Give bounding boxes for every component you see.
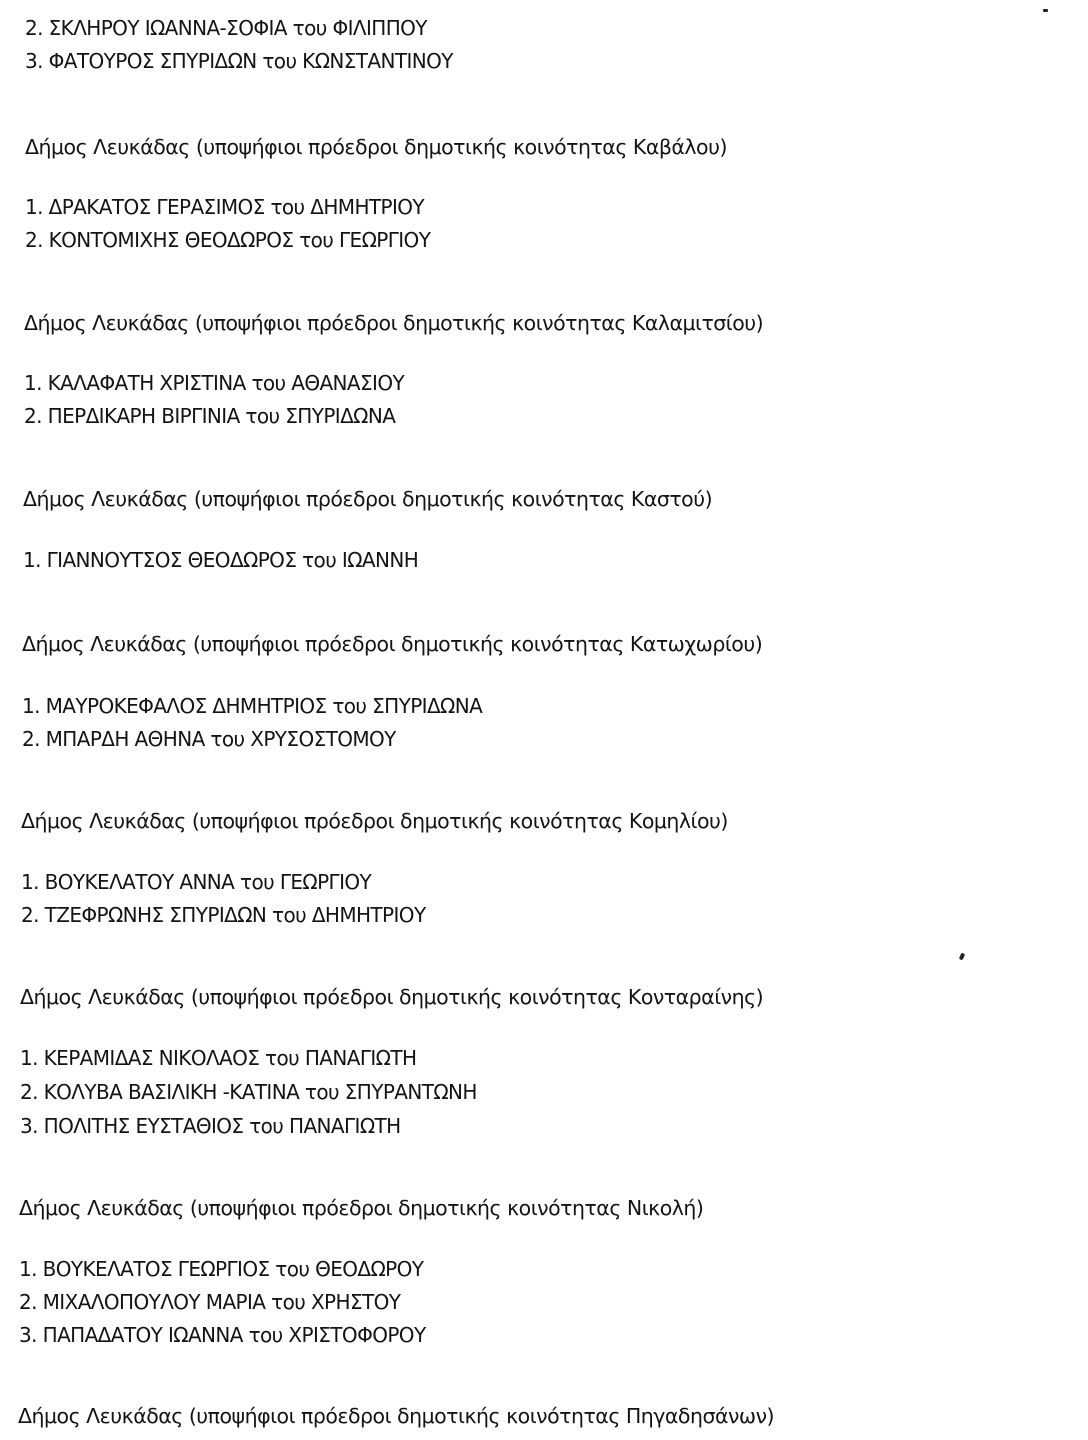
candidate-item: 3. ΠΟΛΙΤΗΣ ΕΥΣΤΑΘΙΟΣ του ΠΑΝΑΓΙΩΤΗ	[20, 1114, 401, 1138]
candidate-item: 1. ΜΑΥΡΟΚΕΦΑΛΟΣ ΔΗΜΗΤΡΙΟΣ του ΣΠΥΡΙΔΩΝΑ	[22, 694, 483, 718]
section-heading: Δήμος Λευκάδας (υποψήφιοι πρόεδροι δημοτικής κοινότητας Πηγαδησάνων)	[18, 1404, 775, 1428]
candidate-item: 2. ΤΖΕΦΡΩΝΗΣ ΣΠΥΡΙΔΩΝ του ΔΗΜΗΤΡΙΟΥ	[21, 903, 426, 927]
candidate-item: 1. ΚΕΡΑΜΙΔΑΣ ΝΙΚΟΛΑΟΣ του ΠΑΝΑΓΙΩΤΗ	[20, 1046, 417, 1070]
candidate-item: 1. ΚΑΛΑΦΑΤΗ ΧΡΙΣΤΙΝΑ του ΑΘΑΝΑΣΙΟΥ	[24, 371, 405, 395]
candidate-item: 2. ΠΕΡΔΙΚΑΡΗ ΒΙΡΓΙΝΙΑ του ΣΠΥΡΙΔΩΝΑ	[24, 404, 396, 428]
section-heading: Δήμος Λευκάδας (υποψήφιοι πρόεδροι δημοτικής κοινότητας Κονταραίνης)	[20, 985, 764, 1009]
section-heading: Δήμος Λευκάδας (υποψήφιοι πρόεδροι δημοτικής κοινότητας Νικολή)	[19, 1196, 704, 1220]
section-heading: Δήμος Λευκάδας (υποψήφιοι πρόεδροι δημοτικής κοινότητας Κατωχωρίου)	[22, 632, 763, 656]
candidate-item: 1. ΒΟΥΚΕΛΑΤΟΥ ΑΝΝΑ του ΓΕΩΡΓΙΟΥ	[21, 870, 372, 894]
candidate-item: 3. ΠΑΠΑΔΑΤΟΥ ΙΩΑΝΝΑ του ΧΡΙΣΤΟΦΟΡΟΥ	[19, 1323, 426, 1347]
candidate-item: 2. ΚΟΝΤΟΜΙΧΗΣ ΘΕΟΔΩΡΟΣ του ΓΕΩΡΓΙΟΥ	[25, 228, 431, 252]
scan-speck	[1043, 9, 1048, 12]
candidate-item: 1. ΔΡΑΚΑΤΟΣ ΓΕΡΑΣΙΜΟΣ του ΔΗΜΗΤΡΙΟΥ	[25, 195, 425, 219]
section-heading: Δήμος Λευκάδας (υποψήφιοι πρόεδροι δημοτικής κοινότητας Καστού)	[23, 487, 713, 511]
candidate-item: 2. ΜΠΑΡΔΗ ΑΘΗΝΑ του ΧΡΥΣΟΣΤΟΜΟΥ	[22, 727, 396, 751]
candidate-item: 1. ΒΟΥΚΕΛΑΤΟΣ ΓΕΩΡΓΙΟΣ του ΘΕΟΔΩΡΟΥ	[19, 1257, 424, 1281]
section-heading: Δήμος Λευκάδας (υποψήφιοι πρόεδροι δημοτικής κοινότητας Καλαμιτσίου)	[24, 311, 764, 335]
candidate-item: 1. ΓΙΑΝΝΟΥΤΣΟΣ ΘΕΟΔΩΡΟΣ του ΙΩΑΝΝΗ	[23, 548, 419, 572]
candidate-item: 2. ΣΚΛΗΡΟΥ ΙΩΑΝΝΑ-ΣΟΦΙΑ του ΦΙΛΙΠΠΟΥ	[25, 16, 427, 40]
section-heading: Δήμος Λευκάδας (υποψήφιοι πρόεδροι δημοτικής κοινότητας Κομηλίου)	[21, 809, 728, 833]
candidate-item: 3. ΦΑΤΟΥΡΟΣ ΣΠΥΡΙΔΩΝ του ΚΩΝΣΤΑΝΤΙΝΟΥ	[25, 49, 453, 73]
candidate-item: 2. ΜΙΧΑΛΟΠΟΥΛΟΥ ΜΑΡΙΑ του ΧΡΗΣΤΟΥ	[19, 1290, 401, 1314]
section-heading: Δήμος Λευκάδας (υποψήφιοι πρόεδροι δημοτικής κοινότητας Καβάλου)	[25, 135, 727, 159]
candidate-item: 2. ΚΟΛΥΒΑ ΒΑΣΙΛΙΚΗ -ΚΑΤΙΝΑ του ΣΠΥΡΑΝΤΩΝΗ	[20, 1080, 477, 1104]
scan-speck	[959, 952, 966, 960]
